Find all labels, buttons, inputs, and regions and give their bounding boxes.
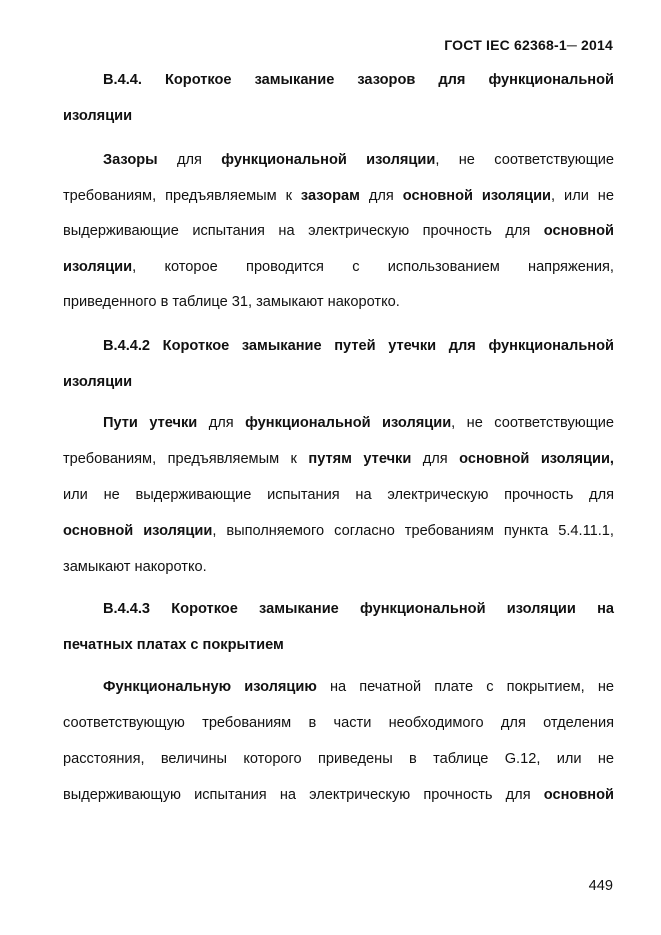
text-run: для [411, 451, 460, 467]
text-run: , не соответствующие [451, 415, 614, 431]
bold-term: зазорам [300, 188, 360, 204]
bold-term: функциональной изоляции [221, 152, 436, 168]
document-header: ГОСТ IEC 62368-1─ 2014 [444, 37, 613, 53]
text-run: , или не [551, 188, 614, 204]
bold-term: печатных платах с покрытием [63, 637, 284, 653]
text-run: соответствующую требованиям в части необходимого для отделения [63, 715, 614, 731]
heading-b4443-line1 [103, 600, 614, 618]
bold-term: B.4.4. Короткое замыкание зазоров для функциональной [103, 72, 614, 88]
bold-term: путям утечки [308, 451, 412, 467]
paragraph1-line2 [63, 187, 614, 205]
bold-term: B.4.4.2 Короткое замыкание путей утечки для функциональной [103, 338, 614, 354]
text-run: на печатной плате с покрытием, не [316, 679, 614, 695]
bold-term: основной изоляции, [459, 451, 614, 467]
heading-b444-line2 [63, 107, 614, 125]
bold-term: Пути утечки [103, 415, 198, 431]
bold-term: основной изоляции [402, 188, 552, 204]
paragraph2-line5 [63, 558, 614, 576]
paragraph1-line5 [63, 293, 614, 311]
text-run: , которое проводится с использованием напряжения, [132, 259, 614, 275]
text-run: для [197, 415, 246, 431]
text-run: требованиям, предъявляемым к [63, 451, 309, 467]
text-run: расстояния, величины которого приведены в таблице G.12, или не [63, 751, 614, 767]
text-run: замыкают накоротко. [63, 559, 207, 575]
bold-term: основной изоляции [63, 523, 213, 539]
page-number: 449 [588, 878, 613, 894]
paragraph2-line3 [63, 486, 614, 504]
text-run: для [359, 188, 403, 204]
heading-b444-line1 [103, 71, 614, 89]
text-run: требованиям, предъявляемым к [63, 188, 301, 204]
text-run: выдерживающие испытания на электрическую прочность для [63, 223, 544, 239]
heading-b4443-line2 [63, 636, 614, 654]
text-run: для [157, 152, 222, 168]
paragraph2-line1 [103, 414, 614, 432]
paragraph3-line4 [63, 786, 614, 804]
paragraph1-line1 [103, 151, 614, 169]
bold-term: Функциональную изоляцию [103, 679, 317, 695]
bold-term: изоляции [63, 374, 133, 390]
bold-term: основной [543, 787, 614, 803]
heading-b4442-line1 [103, 337, 614, 355]
paragraph1-line3 [63, 222, 614, 240]
bold-term: изоляции [63, 108, 133, 124]
paragraph3-line3 [63, 750, 614, 768]
text-run: или не выдерживающие испытания на электрическую прочность для [63, 487, 614, 503]
paragraph2-line2 [63, 450, 614, 468]
bold-term: основной [543, 223, 614, 239]
paragraph3-line1 [103, 678, 614, 696]
bold-term: B.4.4.3 Короткое замыкание функциональной изоляции на [103, 601, 614, 617]
paragraph2-line4 [63, 522, 614, 540]
text-run: , выполняемого согласно требованиям пункта 5.4.11.1, [212, 523, 614, 539]
text-run: выдерживающую испытания на электрическую прочность для [63, 787, 544, 803]
bold-term: функциональной изоляции [245, 415, 452, 431]
bold-term: изоляции [63, 259, 133, 275]
heading-b4442-line2 [63, 373, 614, 391]
bold-term: Зазоры [103, 152, 158, 168]
text-run: приведенного в таблице 31, замыкают накоротко. [63, 294, 400, 310]
text-run: , не соответствующие [435, 152, 614, 168]
paragraph3-line2 [63, 714, 614, 732]
paragraph1-line4 [63, 258, 614, 276]
